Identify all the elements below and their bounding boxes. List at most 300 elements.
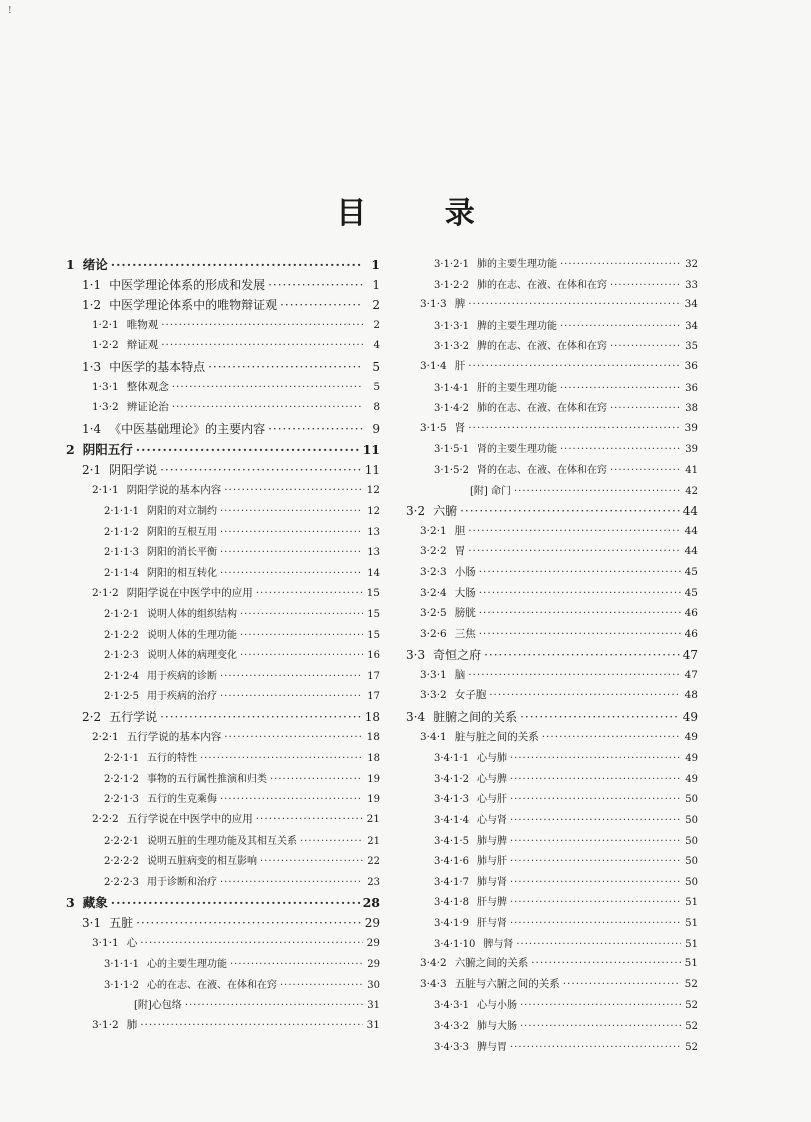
toc-leader-dots (240, 609, 363, 620)
toc-entry-title: 胃 (454, 545, 466, 558)
toc-entry-page: 50 (685, 794, 698, 806)
toc-entry-page: 12 (366, 483, 380, 496)
toc-entry-number: 3·4·1·2 (434, 773, 469, 785)
toc-entry[interactable] (66, 337, 380, 358)
toc-entry[interactable] (406, 893, 698, 914)
toc-entry-number: 3·1·4·1 (434, 382, 469, 394)
toc-entry-number: 2 (66, 442, 75, 458)
toc-entry-title: 心与肝 (477, 794, 507, 806)
toc-entry-number: 2·2·1·3 (104, 794, 139, 806)
toc-entry-number: 2·2·2·2 (104, 856, 139, 868)
toc-entry[interactable] (406, 811, 698, 832)
toc-entry-number: 1·2·2 (92, 339, 119, 352)
toc-leader-dots (560, 321, 681, 332)
toc-entry-page: 9 (372, 421, 380, 436)
toc-entry-page: 38 (685, 403, 698, 415)
toc-entry[interactable] (406, 687, 698, 708)
toc-entry-title: 说明五脏的生理功能及其相互关系 (147, 835, 297, 847)
toc-entry[interactable] (66, 687, 380, 708)
toc-entry[interactable] (66, 296, 380, 317)
toc-entry-page: 52 (685, 1041, 698, 1053)
toc-entry-page: 2 (373, 318, 380, 331)
toc-entry-number: 2·1·2·5 (104, 691, 139, 703)
toc-entry-page: 52 (685, 1020, 698, 1032)
toc-leader-dots (160, 710, 362, 724)
toc-leader-dots (479, 587, 681, 599)
toc-entry-number: 3·1·4·2 (434, 403, 469, 415)
toc-entry-number: 3·2·6 (420, 627, 447, 640)
toc-entry[interactable] (406, 935, 698, 956)
toc-entry-title: 大肠 (454, 586, 476, 599)
toc-entry-page: 33 (685, 279, 698, 291)
toc-left-column (66, 255, 380, 1038)
toc-entry-number: 1·3 (82, 359, 102, 374)
toc-entry-page: 36 (684, 359, 698, 372)
toc-entry[interactable] (66, 873, 380, 894)
toc-entry-page: 16 (367, 650, 380, 662)
toc-entry-page: 18 (366, 730, 380, 743)
toc-entry[interactable] (406, 399, 698, 420)
toc-entry-title: 说明人体的病理变化 (147, 650, 237, 662)
toc-entry-page: 8 (373, 401, 380, 414)
toc-entry-page: 15 (366, 586, 380, 599)
toc-leader-dots (510, 815, 681, 826)
toc-leader-dots (520, 710, 680, 724)
toc-entry-title: 心 (126, 936, 138, 949)
toc-entry-title: 脏与脏之间的关系 (454, 730, 539, 743)
toc-entry[interactable] (406, 1038, 698, 1059)
toc-leader-dots (560, 383, 681, 394)
toc-leader-dots (260, 856, 363, 867)
toc-entry-number: 2·2·1·2 (104, 773, 139, 785)
toc-entry[interactable] (406, 585, 698, 606)
toc-entry-title: 六腑之间的关系 (454, 957, 529, 970)
toc-leader-dots (460, 504, 680, 518)
toc-leader-dots (510, 774, 681, 785)
toc-entry[interactable] (406, 729, 698, 750)
toc-entry-title: 阴阳学说 (109, 462, 158, 477)
toc-entry-page: 39 (684, 421, 698, 434)
toc-entry-number: 3·4·1·3 (434, 794, 469, 806)
toc-leader-dots (220, 877, 363, 888)
toc-leader-dots (510, 753, 681, 764)
toc-entry[interactable] (66, 440, 380, 461)
toc-entry[interactable] (66, 482, 380, 503)
toc-entry-page: 18 (364, 710, 380, 725)
toc-entry-number: 3·2 (406, 504, 426, 519)
toc-entry[interactable] (406, 523, 698, 544)
toc-entry-title: 六腑 (433, 504, 458, 519)
toc-entry-title: 五行学说 (109, 710, 158, 725)
toc-entry-page: 49 (682, 710, 698, 725)
toc-entry-number: 2·1·1·3 (104, 547, 139, 559)
toc-entry[interactable] (66, 564, 380, 585)
toc-entry[interactable] (406, 379, 698, 400)
toc-entry-title: 用于疾病的治疗 (147, 691, 217, 703)
toc-leader-dots (220, 547, 363, 558)
toc-entry[interactable] (406, 317, 698, 338)
toc-entry-title: 肺的在志、在液、在体和在窍 (477, 403, 607, 415)
toc-entry[interactable] (66, 708, 380, 729)
toc-leader-dots (268, 278, 363, 292)
toc-entry[interactable] (406, 358, 698, 379)
toc-entry-title: 胆 (454, 524, 466, 537)
toc-leader-dots (256, 813, 363, 825)
toc-entry[interactable] (406, 790, 698, 811)
toc-leader-dots (185, 1000, 363, 1011)
toc-entry-page: 50 (685, 856, 698, 868)
toc-entry[interactable] (66, 935, 380, 956)
toc-entry-title: 肾的在志、在液、在体和在窍 (477, 464, 607, 476)
toc-entry[interactable] (406, 461, 698, 482)
toc-entry-page: 32 (685, 259, 698, 270)
toc-entry-number: 2·2·2·3 (104, 876, 139, 888)
toc-entry-page: 42 (685, 485, 698, 497)
toc-leader-dots (468, 669, 681, 681)
toc-leader-dots (140, 937, 363, 949)
toc-entry[interactable] (406, 667, 698, 688)
toc-entry-page: 51 (684, 957, 698, 970)
toc-leader-dots (268, 422, 363, 436)
toc-leader-dots (510, 836, 681, 847)
toc-entry-title: 阴阳学说在中医学中的应用 (126, 586, 253, 599)
toc-leader-dots (510, 918, 681, 929)
toc-leader-dots (172, 401, 363, 413)
toc-entry-page: 46 (684, 607, 698, 620)
toc-entry-title: 膀胱 (454, 607, 476, 620)
toc-entry-number: 3·4·1·10 (434, 938, 476, 950)
toc-entry-page: 19 (367, 773, 380, 785)
toc-entry-title: 五脏 (109, 916, 134, 930)
toc-entry-page: 47 (684, 668, 698, 681)
toc-entry[interactable] (406, 502, 698, 523)
toc-entry[interactable] (66, 543, 380, 564)
toc-entry-title: 肺与大肠 (477, 1020, 517, 1032)
toc-leader-dots (563, 978, 681, 990)
toc-entry-number: 2·2·2·1 (104, 835, 139, 847)
toc-entry-title: 心与肺 (477, 753, 507, 765)
toc-entry[interactable] (406, 543, 698, 564)
toc-entry-number: 3·4·3·1 (434, 1000, 469, 1012)
toc-entry[interactable] (406, 605, 698, 626)
toc-leader-dots (136, 442, 360, 457)
toc-entry-number: 2·1·2·3 (104, 650, 139, 662)
toc-leader-dots (468, 545, 681, 557)
toc-entry[interactable] (406, 955, 698, 976)
toc-entry[interactable] (406, 296, 698, 317)
toc-entry-number: 3·1·1 (92, 936, 119, 949)
toc-leader-dots (140, 1019, 363, 1031)
toc-entry-number: 3·1·2·2 (434, 279, 469, 291)
toc-entry[interactable] (406, 646, 698, 667)
toc-entry-number: 2·1 (82, 462, 102, 477)
toc-entry-number: 3·4·1·1 (434, 753, 469, 765)
toc-entry[interactable] (406, 1017, 698, 1038)
toc-entry-title: 心的主要生理功能 (147, 959, 227, 971)
toc-entry-page: 31 (367, 1000, 380, 1012)
toc-leader-dots (220, 506, 363, 517)
toc-entry-number: 2·1·1·2 (104, 526, 139, 538)
toc-entry-title: 五行的特性 (147, 753, 197, 765)
toc-entry-page: 45 (684, 565, 698, 578)
toc-leader-dots (240, 650, 363, 661)
toc-entry-title: 脾与肾 (483, 938, 514, 950)
toc-entry[interactable] (66, 1017, 380, 1038)
toc-entry-number: 3·2·5 (420, 607, 447, 620)
toc-entry-number: 3·1·3 (420, 298, 447, 311)
toc-entry-title: 心与脾 (477, 773, 507, 785)
toc-entry[interactable] (66, 729, 380, 750)
toc-entry[interactable] (406, 996, 698, 1017)
toc-entry-page: 45 (684, 586, 698, 599)
toc-entry-title: 心与小肠 (477, 1000, 517, 1012)
toc-entry[interactable] (406, 976, 698, 997)
toc-entry-page: 2 (372, 298, 380, 313)
toc-entry-number: 3·1·5 (420, 421, 447, 434)
toc-entry-title: 阴阳的对立制约 (147, 506, 217, 518)
toc-leader-dots (280, 980, 363, 991)
toc-entry[interactable] (406, 276, 698, 297)
toc-entry-title: 女子胞 (454, 689, 487, 702)
toc-leader-dots (220, 568, 363, 579)
toc-entry-title: 肝的主要生理功能 (477, 382, 557, 394)
toc-entry-page: 14 (367, 567, 380, 579)
toc-leader-dots (610, 341, 681, 352)
toc-leader-dots (560, 259, 681, 270)
toc-leader-dots (510, 856, 681, 867)
toc-entry-page: 50 (685, 876, 698, 888)
toc-entry-page: 35 (685, 341, 698, 353)
toc-entry-title: 藏象 (82, 895, 108, 911)
toc-entry-page: 47 (682, 648, 698, 663)
toc-entry[interactable] (406, 420, 698, 441)
toc-entry[interactable] (406, 914, 698, 935)
toc-entry-page: 29 (367, 959, 380, 971)
toc-entry-number: 3·1 (82, 916, 102, 930)
toc-entry-number: 1·4 (82, 421, 102, 436)
toc-leader-dots (256, 587, 363, 599)
toc-leader-dots (220, 691, 363, 702)
toc-entry[interactable] (66, 646, 380, 667)
toc-leader-dots (468, 525, 681, 537)
toc-entry-number: 3·2·4 (420, 586, 447, 599)
toc-entry-number: 1·2·1 (92, 318, 119, 331)
toc-leader-dots (610, 465, 681, 476)
toc-leader-dots (220, 527, 363, 538)
toc-entry[interactable] (406, 708, 698, 729)
toc-entry[interactable] (66, 667, 380, 688)
toc-entry[interactable] (66, 379, 380, 400)
toc-entry[interactable] (66, 893, 380, 914)
toc-entry-page: 21 (367, 835, 380, 847)
toc-entry[interactable] (66, 770, 380, 791)
toc-entry-page: 17 (367, 691, 380, 703)
toc-entry-title: 阴阳五行 (82, 442, 133, 458)
toc-entry[interactable] (406, 873, 698, 894)
toc-entry[interactable] (66, 585, 380, 606)
toc-entry-page: 49 (685, 753, 698, 765)
toc-entry-title: 阴阳的消长平衡 (147, 547, 217, 559)
toc-right-column (406, 255, 698, 1058)
toc-leader-dots (160, 463, 362, 477)
toc-leader-dots (240, 630, 363, 641)
toc-leader-dots (484, 648, 680, 662)
toc-entry[interactable] (406, 337, 698, 358)
toc-entry[interactable] (66, 749, 380, 770)
toc-entry-title: 五行学说的基本内容 (126, 730, 222, 743)
toc-entry[interactable] (406, 482, 698, 503)
toc-leader-dots (136, 916, 362, 930)
toc-entry-number: 3·4·3·2 (434, 1020, 469, 1032)
toc-entry[interactable] (66, 976, 380, 997)
toc-leader-dots (208, 360, 363, 374)
toc-entry-number: 3 (66, 895, 75, 911)
toc-entry-number: 3·1·2·1 (434, 259, 469, 270)
toc-leader-dots (300, 836, 363, 847)
toc-entry[interactable] (66, 420, 380, 441)
toc-leader-dots (479, 628, 681, 640)
toc-entry[interactable] (66, 605, 380, 626)
toc-entry-title: 肺 (126, 1018, 138, 1031)
toc-entry-page: 39 (685, 444, 698, 456)
toc-entry[interactable] (66, 523, 380, 544)
toc-entry[interactable] (66, 502, 380, 523)
toc-entry-number: 1·1 (82, 277, 102, 292)
toc-entry[interactable] (66, 255, 380, 276)
toc-entry[interactable] (66, 914, 380, 935)
toc-leader-dots (531, 957, 681, 969)
toc-entry-title: [附] 命门 (470, 485, 511, 497)
toc-entry-title: 说明人体的生理功能 (147, 629, 237, 641)
toc-entry[interactable] (406, 749, 698, 770)
toc-leader-dots (610, 280, 681, 291)
toc-entry[interactable] (66, 996, 380, 1017)
toc-entry-page: 44 (684, 545, 698, 558)
toc-entry-title: 肾 (454, 421, 466, 434)
toc-entry-title: 用于诊断和治疗 (147, 876, 217, 888)
toc-entry-number: 3·3 (406, 648, 426, 663)
toc-entry-page: 49 (684, 730, 698, 743)
toc-entry-page: 52 (684, 977, 698, 990)
toc-leader-dots (220, 671, 363, 682)
toc-leader-dots (468, 298, 681, 310)
toc-entry-page: 52 (685, 1000, 698, 1012)
toc-entry-number: 3·4·1·7 (434, 876, 469, 888)
toc-entry[interactable] (406, 770, 698, 791)
toc-entry-title: 小肠 (454, 565, 476, 578)
toc-leader-dots (560, 444, 681, 455)
toc-entry-page: 51 (685, 918, 698, 929)
toc-entry-page: 17 (367, 670, 380, 682)
toc-entry[interactable] (66, 852, 380, 873)
toc-entry-title: 脑 (454, 668, 466, 681)
toc-entry[interactable] (66, 626, 380, 647)
toc-entry-title: 辨证论治 (126, 401, 169, 414)
toc-entry-number: 2·2 (82, 710, 102, 725)
toc-leader-dots (514, 486, 681, 497)
toc-entry-page: 22 (367, 856, 380, 868)
toc-entry-number: 3·1·3·1 (434, 320, 469, 332)
toc-entry-page: 50 (685, 835, 698, 847)
corner-mark: ! (8, 6, 12, 16)
toc-leader-dots (510, 794, 681, 805)
toc-leader-dots (200, 753, 363, 764)
toc-entry-number: 2·1·2·1 (104, 609, 139, 621)
toc-entry-title: 说明人体的组织结构 (147, 609, 237, 621)
toc-entry-page: 4 (373, 339, 380, 352)
toc-entry-number: 3·1·3·2 (434, 341, 469, 353)
toc-entry-title: 脾 (454, 298, 466, 311)
toc-entry-number: 2·1·1 (92, 483, 119, 496)
toc-entry-number: 2·2·2 (92, 813, 119, 826)
toc-entry-number: 1·2 (82, 298, 102, 313)
toc-entry-title: 中医学理论体系中的唯物辩证观 (109, 298, 278, 313)
toc-entry-title: 心的在志、在液、在体和在窍 (147, 979, 277, 991)
toc-entry[interactable] (406, 564, 698, 585)
toc-entry[interactable] (66, 399, 380, 420)
toc-entry-number: 3·4 (406, 710, 426, 725)
toc-leader-dots (520, 1021, 681, 1032)
toc-entry-page: 34 (685, 320, 698, 332)
toc-entry-number: 2·1·1·1 (104, 506, 139, 518)
toc-entry[interactable] (406, 852, 698, 873)
toc-entry[interactable] (66, 276, 380, 297)
toc-entry-title: 肝与脾 (477, 897, 507, 909)
toc-entry-title: 脾的在志、在液、在体和在窍 (477, 341, 607, 353)
toc-entry-number: 3·1·5·2 (434, 464, 469, 476)
toc-entry-title: 肺与肝 (477, 856, 507, 868)
toc-entry-title: 阴阳的相互转化 (147, 567, 217, 579)
toc-entry-page: 34 (684, 298, 698, 311)
toc-entry[interactable] (66, 317, 380, 338)
toc-entry-number: 1·3·1 (92, 380, 119, 393)
toc-entry-title: 肝 (454, 359, 466, 372)
toc-entry[interactable] (406, 832, 698, 853)
toc-entry-page: 11 (362, 442, 380, 458)
toc-entry-number: 3·1·1·2 (104, 979, 139, 991)
toc-entry-title: 肺的主要生理功能 (477, 259, 557, 270)
toc-entry[interactable] (66, 790, 380, 811)
toc-entry-page: 49 (685, 773, 698, 785)
toc-entry-title: 脏腑之间的关系 (433, 710, 518, 725)
toc-entry-page: 31 (366, 1018, 380, 1031)
toc-entry[interactable] (66, 955, 380, 976)
toc-entry-number: 3·4·1·8 (434, 897, 469, 909)
toc-entry-page: 50 (685, 815, 698, 827)
toc-entry-title: 肺与肾 (477, 876, 507, 888)
toc-leader-dots (172, 381, 363, 393)
toc-entry-number: 3·4·1·6 (434, 856, 469, 868)
toc-leader-dots (270, 774, 363, 785)
toc-entry[interactable] (66, 811, 380, 832)
toc-entry-page: 18 (367, 753, 380, 765)
toc-leader-dots (224, 731, 363, 743)
toc-leader-dots (520, 1000, 681, 1011)
toc-leader-dots (489, 689, 681, 701)
toc-entry-page: 29 (366, 936, 380, 949)
toc-entry-title: 辩证观 (126, 339, 159, 352)
toc-entry[interactable] (66, 832, 380, 853)
toc-entry[interactable] (406, 626, 698, 647)
toc-entry[interactable] (406, 440, 698, 461)
toc-entry[interactable] (66, 461, 380, 482)
toc-entry-number: 2·1·2·4 (104, 670, 139, 682)
toc-entry-number: 3·2·3 (420, 565, 447, 578)
toc-entry[interactable] (406, 255, 698, 276)
toc-entry[interactable] (66, 358, 380, 379)
toc-entry-number: 2·2·1·1 (104, 753, 139, 765)
toc-leader-dots (479, 607, 681, 619)
